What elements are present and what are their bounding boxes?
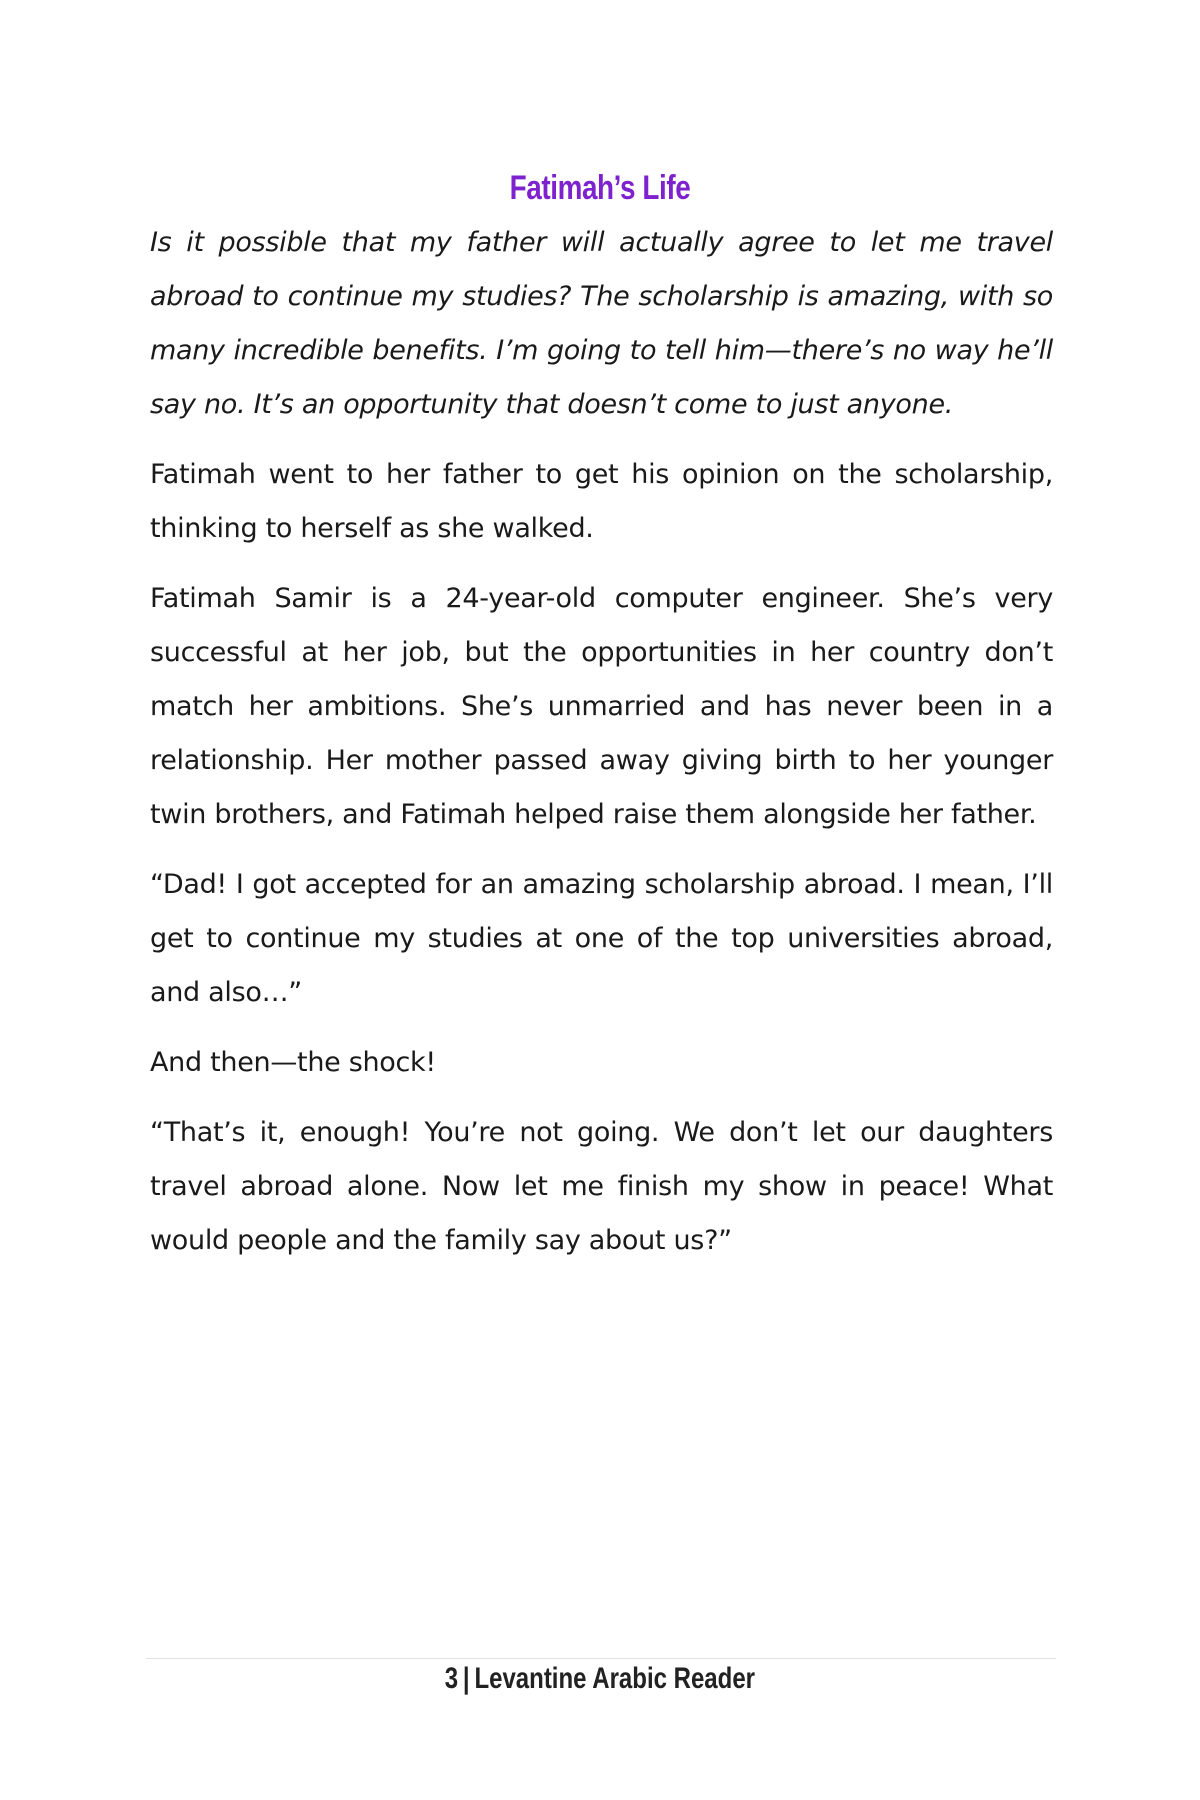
page-footer	[0, 1662, 1200, 1696]
chapter-body	[150, 216, 1053, 1284]
body-paragraph: Fatimah Samir is a 24-year-old computer engineer. She’s very successful at her job, but the opportunities in her country don’t match her ambitions. She’s unmarried and has never been in a relationship. Her mother passed away giving birth to her younger twin brothers, and Fatimah helped raise them alongside her father.	[150, 583, 1053, 830]
body-paragraph: And then—the shock!	[150, 1047, 436, 1078]
body-paragraph: Fatimah went to her father to get his opinion on the scholarship, thinking to herself as she walked.	[150, 459, 1053, 544]
page-number: 3	[444, 1662, 459, 1695]
footer-separator: |	[463, 1662, 470, 1695]
book-title: Levantine Arabic Reader	[474, 1662, 756, 1695]
footer-divider	[146, 1658, 1056, 1659]
chapter-title: Fatimah’s Life	[509, 168, 691, 207]
inner-monologue-paragraph: Is it possible that my father will actually agree to let me travel abroad to continue my studies? The scholarship is amazing, with so many incredible benefits. I’m going to tell him—there’s no way he’ll say no. It’s an opportunity that doesn’t come to just anyone.	[150, 227, 1053, 420]
dialogue-paragraph: “That’s it, enough! You’re not going. We don’t let our daughters travel abroad alone. Now let me finish my show in peace! What would people and the family say about us?”	[150, 1117, 1053, 1256]
dialogue-paragraph: “Dad! I got accepted for an amazing scholarship abroad. I mean, I’ll get to continue my studies at one of the top universities abroad, and also…”	[150, 869, 1053, 1008]
